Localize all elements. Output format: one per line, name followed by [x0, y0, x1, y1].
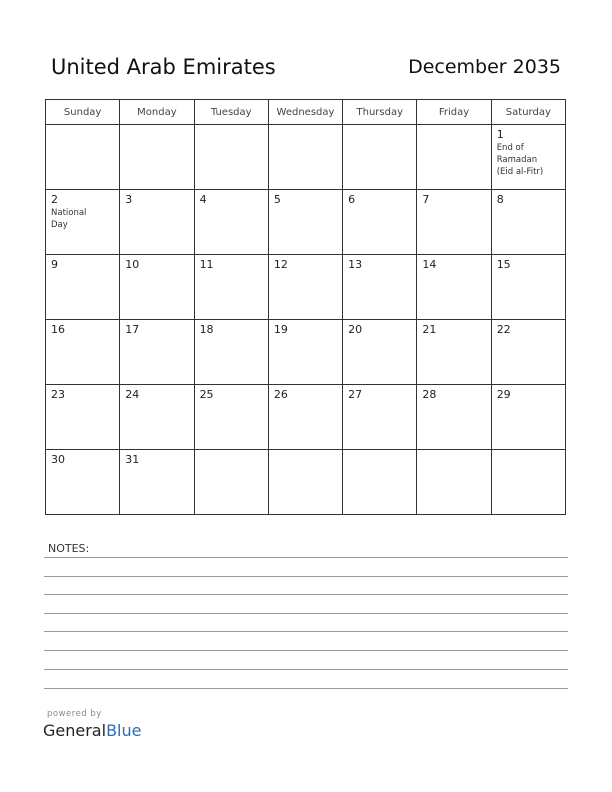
- weekday-header: Wednesday: [268, 100, 342, 125]
- day-cell[interactable]: [417, 385, 491, 450]
- brand-logo[interactable]: [43, 721, 141, 740]
- note-line: [44, 594, 568, 595]
- day-cell[interactable]: [417, 320, 491, 385]
- day-number: 13: [348, 258, 363, 271]
- day-cell[interactable]: [268, 450, 342, 515]
- day-cell[interactable]: [46, 255, 120, 320]
- day-number: 17: [125, 323, 140, 336]
- day-cell[interactable]: [417, 255, 491, 320]
- day-number: 3: [125, 193, 133, 206]
- day-number: 31: [125, 453, 140, 466]
- week-row: [46, 385, 566, 450]
- day-cell[interactable]: [491, 190, 565, 255]
- day-cell[interactable]: [268, 125, 342, 190]
- day-cell[interactable]: [120, 125, 194, 190]
- day-number: 29: [496, 388, 511, 401]
- brand-general: General: [43, 721, 107, 740]
- holiday-label: National Day: [51, 208, 87, 230]
- day-cell[interactable]: [491, 125, 565, 190]
- day-number: 1: [496, 128, 504, 141]
- day-number: 8: [496, 193, 504, 206]
- day-number: 14: [422, 258, 437, 271]
- day-cell[interactable]: [491, 450, 565, 515]
- note-line: [44, 688, 568, 689]
- day-number: 7: [422, 193, 430, 206]
- day-cell[interactable]: [491, 385, 565, 450]
- day-cell[interactable]: [194, 320, 268, 385]
- day-cell[interactable]: [343, 385, 417, 450]
- week-row: [46, 450, 566, 515]
- day-number: 4: [199, 193, 207, 206]
- day-cell[interactable]: [417, 450, 491, 515]
- day-cell[interactable]: [268, 320, 342, 385]
- day-cell[interactable]: [268, 190, 342, 255]
- note-line: [44, 650, 568, 651]
- day-number: 23: [51, 388, 65, 401]
- day-number: 18: [199, 323, 214, 336]
- page-title: United Arab Emirates: [51, 55, 276, 79]
- weekday-header: Saturday: [491, 100, 565, 125]
- day-number: 25: [199, 388, 214, 401]
- day-number: 30: [51, 453, 65, 466]
- day-number: 27: [348, 388, 363, 401]
- day-cell[interactable]: [491, 320, 565, 385]
- week-row: [46, 190, 566, 255]
- day-number: 10: [125, 258, 140, 271]
- notes-label: NOTES:: [48, 542, 90, 555]
- note-line: [44, 557, 568, 558]
- day-cell[interactable]: [343, 255, 417, 320]
- day-cell[interactable]: [120, 320, 194, 385]
- day-number: 21: [422, 323, 437, 336]
- weekday-header: Sunday: [46, 100, 120, 125]
- day-cell[interactable]: [120, 255, 194, 320]
- day-cell[interactable]: [194, 190, 268, 255]
- note-line: [44, 613, 568, 614]
- day-cell[interactable]: [491, 255, 565, 320]
- weekday-header: Monday: [120, 100, 194, 125]
- day-cell[interactable]: [46, 125, 120, 190]
- week-row: [46, 255, 566, 320]
- weekday-header: Tuesday: [194, 100, 268, 125]
- weekday-header: Thursday: [343, 100, 417, 125]
- day-number: 9: [51, 258, 58, 271]
- day-cell[interactable]: [343, 450, 417, 515]
- weekday-header-row: [46, 100, 566, 125]
- week-row: [46, 125, 566, 190]
- day-number: 11: [199, 258, 214, 271]
- day-cell[interactable]: [46, 450, 120, 515]
- day-cell[interactable]: [268, 255, 342, 320]
- day-cell[interactable]: [417, 125, 491, 190]
- day-number: 12: [273, 258, 288, 271]
- note-line: [44, 669, 568, 670]
- day-cell[interactable]: [46, 190, 120, 255]
- brand-blue: Blue: [106, 721, 142, 740]
- month-year-title: December 2035: [408, 56, 561, 78]
- day-number: 5: [273, 193, 281, 206]
- note-line: [44, 576, 568, 577]
- week-row: [46, 320, 566, 385]
- day-cell[interactable]: [268, 385, 342, 450]
- day-cell[interactable]: [194, 125, 268, 190]
- day-number: 24: [125, 388, 140, 401]
- day-cell[interactable]: [46, 385, 120, 450]
- day-number: 2: [51, 193, 58, 206]
- day-cell[interactable]: [46, 320, 120, 385]
- day-number: 16: [51, 323, 65, 336]
- day-cell[interactable]: [194, 385, 268, 450]
- day-cell[interactable]: [343, 125, 417, 190]
- day-number: 15: [496, 258, 511, 271]
- powered-by-text: powered by: [47, 709, 102, 719]
- day-cell[interactable]: [194, 450, 268, 515]
- calendar-grid: [45, 99, 566, 515]
- day-cell[interactable]: [417, 190, 491, 255]
- day-number: 6: [348, 193, 356, 206]
- note-line: [44, 631, 568, 632]
- day-number: 20: [348, 323, 363, 336]
- day-cell[interactable]: [194, 255, 268, 320]
- weekday-header: Friday: [417, 100, 491, 125]
- day-number: 22: [496, 323, 511, 336]
- day-number: 26: [273, 388, 288, 401]
- day-cell[interactable]: [343, 320, 417, 385]
- day-cell[interactable]: [343, 190, 417, 255]
- day-number: 28: [422, 388, 437, 401]
- day-number: 19: [273, 323, 288, 336]
- day-cell[interactable]: [120, 190, 194, 255]
- holiday-label: End of Ramadan (Eid al-Fitr): [496, 143, 544, 177]
- day-cell[interactable]: [120, 385, 194, 450]
- day-cell[interactable]: [120, 450, 194, 515]
